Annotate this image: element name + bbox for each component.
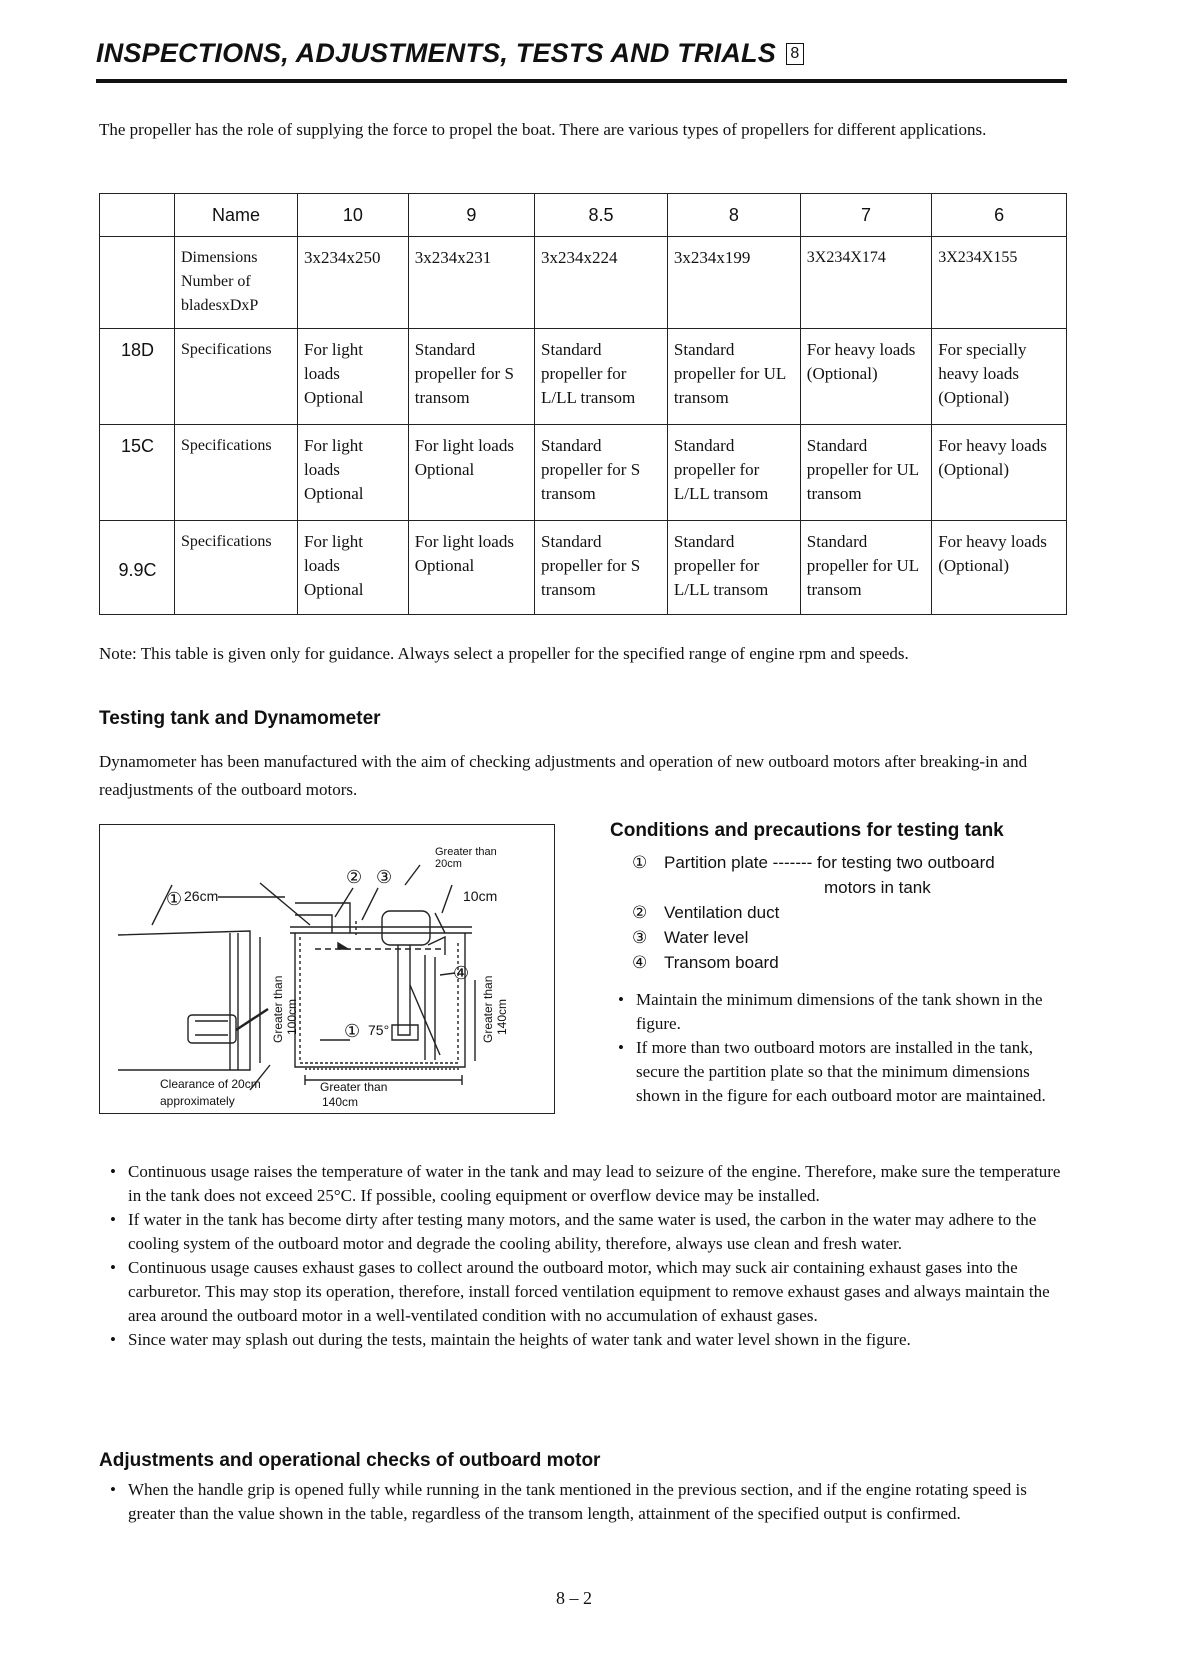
legend-item [632,925,995,950]
header-cell [100,194,175,237]
spec-label: Specifications [175,425,298,521]
model-cell: 18D [100,329,175,425]
intro-paragraph: The propeller has the role of supplying the force to propel the boat. There are various types of propellers for different applications. [99,120,987,139]
adjustments-bullets [102,1478,1068,1526]
legend-text: Ventilation duct [664,903,780,922]
model-cell: 15C [100,425,175,521]
legend-text: Water level [664,928,749,947]
testing-tank-figure [99,824,555,1114]
spec-cell: For heavy loads (Optional) [932,425,1067,521]
table-row-18d [100,329,1067,425]
page-title [96,38,1066,69]
label-140cm-v: 140cm [495,998,509,1035]
dimensions-cell: 3x234x199 [667,237,800,329]
spec-cell: For light loads Optional [298,425,409,521]
legend-text-continued: motors in tank [824,878,931,897]
label-10cm: 10cm [463,888,498,904]
dimensions-cell: 3x234x224 [535,237,668,329]
label-clearance: Clearance of 20cm [160,1077,261,1091]
table-row-dimensions [100,237,1067,329]
header-cell: 6 [932,194,1067,237]
label-greater-than-100: Greater than [271,975,285,1043]
model-cell: 9.9C [100,521,175,615]
label-20cm: 20cm [435,858,462,870]
spec-label: Specifications [175,521,298,615]
label-angle: 75° [368,1022,390,1038]
callout-1-bottom: ① [344,1021,361,1041]
page-number: 8 – 2 [556,1588,592,1608]
label-approximately: approximately [160,1094,235,1108]
header-cell: 8 [667,194,800,237]
legend-text: Transom board [664,953,779,972]
testing-paragraph: Dynamometer has been manufactured with the aim of checking adjustments and operation of new outboard motors after breaking-in and readjustments of the outboard motors. [99,752,1028,799]
spec-cell: Standard propeller for L/LL transom [667,521,800,615]
legend-number: ② [632,903,648,922]
dimensions-label: Dimensions Number of bladesxDxP [175,237,298,329]
spec-cell: For light loads Optional [298,329,409,425]
callout-1-top: ① [166,889,183,909]
spec-cell: For light loads Optional [298,521,409,615]
conditions-legend [632,850,995,975]
dimensions-cell: 3X234X155 [932,237,1067,329]
conditions-heading: Conditions and precautions for testing tank [610,820,1004,841]
propeller-table [99,193,1067,615]
label-greater-than-140-v: Greater than [481,975,495,1043]
spec-cell: For heavy loads (Optional) [800,329,931,425]
callout-2: ② [346,867,363,887]
testing-heading: Testing tank and Dynamometer [99,708,381,729]
spec-cell: Standard propeller for UL transom [667,329,800,425]
label-26cm: 26cm [184,888,219,904]
legend-item [632,900,995,925]
bullet-item: • If more than two outboard motors are installed in the tank, secure the partition plate so that the minimum dimensions shown in the figure for each outboard motor are maintained. [610,1036,1068,1108]
legend-item [632,850,995,875]
tank-diagram [100,825,554,1113]
label-100cm: 100cm [285,998,299,1035]
header-cell: 10 [298,194,409,237]
table-row-9-9c [100,521,1067,615]
header-cell: 7 [800,194,931,237]
conditions-bullets [610,988,1068,1108]
dimensions-cell: 3x234x250 [298,237,409,329]
spec-cell: For light loads Optional [408,521,534,615]
table-row-15c [100,425,1067,521]
spec-cell: Standard propeller for S transom [535,425,668,521]
spec-cell: For light loads Optional [408,425,534,521]
spec-cell: Standard propeller for S transom [535,521,668,615]
header-cell: 9 [408,194,534,237]
dimensions-cell: 3X234X174 [800,237,931,329]
model-cell-empty [100,237,175,329]
spec-cell: For heavy loads (Optional) [932,521,1067,615]
header-cell: 8.5 [535,194,668,237]
legend-item [632,950,995,975]
bullet-item: • Maintain the minimum dimensions of the tank shown in the figure. [610,988,1068,1036]
dimensions-cell: 3x234x231 [408,237,534,329]
spec-cell: Standard propeller for L/LL transom [535,329,668,425]
legend-number: ① [632,853,648,872]
page-title-text: INSPECTIONS, ADJUSTMENTS, TESTS AND TRIALS [96,38,776,68]
spec-cell: Standard propeller for L/LL transom [667,425,800,521]
legend-number: ④ [632,953,648,972]
bullet-item: • Since water may splash out during the tests, maintain the heights of water tank and water level shown in the figure. [102,1328,1068,1352]
bullet-item: • Continuous usage raises the temperature of water in the tank and may lead to seizure of the engine. Therefore, make sure the temperature in the tank does not exceed 25°C. If possible, cooling equipment or overflow device may be installed. [102,1160,1068,1208]
table-header-row [100,194,1067,237]
spec-cell: For specially heavy loads (Optional) [932,329,1067,425]
spec-cell: Standard propeller for UL transom [800,521,931,615]
table-note: Note: This table is given only for guidance. Always select a propeller for the specified range of engine rpm and speeds. [99,644,909,663]
main-bullets [102,1160,1068,1352]
spec-cell: Standard propeller for S transom [408,329,534,425]
header-rule [96,79,1067,83]
legend-number: ③ [632,928,648,947]
bullet-item: • Continuous usage causes exhaust gases to collect around the outboard motor, which may suck air containing exhaust gases into the carburetor. This may stop its operation, therefore, install forced ventilation equipment to remove exhaust gases and always maintain the area around the outboard motor in a well-ventilated condition with no accumulation of exhaust gases. [102,1256,1068,1328]
section-number-badge: 8 [786,43,804,65]
callout-4: ④ [453,963,470,983]
spec-label: Specifications [175,329,298,425]
legend-text: Partition plate ------- for testing two outboard [664,853,995,872]
bullet-item: • When the handle grip is opened fully while running in the tank mentioned in the previous section, and if the engine rotating speed is greater than the value shown in the table, regardless of the transom length, attainment of the specified output is confirmed. [102,1478,1068,1526]
adjustments-heading: Adjustments and operational checks of outboard motor [99,1450,601,1471]
spec-cell: Standard propeller for UL transom [800,425,931,521]
label-140cm-h: 140cm [322,1095,359,1109]
header-cell: Name [175,194,298,237]
label-greater-than-140-h: Greater than [320,1080,388,1094]
label-greater-than-20: Greater than [435,846,497,858]
callout-3: ③ [376,867,393,887]
bullet-item: • If water in the tank has become dirty after testing many motors, and the same water is used, the carbon in the water may adhere to the cooling system of the outboard motor and degrade the cooling ability, therefore, always use clean and fresh water. [102,1208,1068,1256]
